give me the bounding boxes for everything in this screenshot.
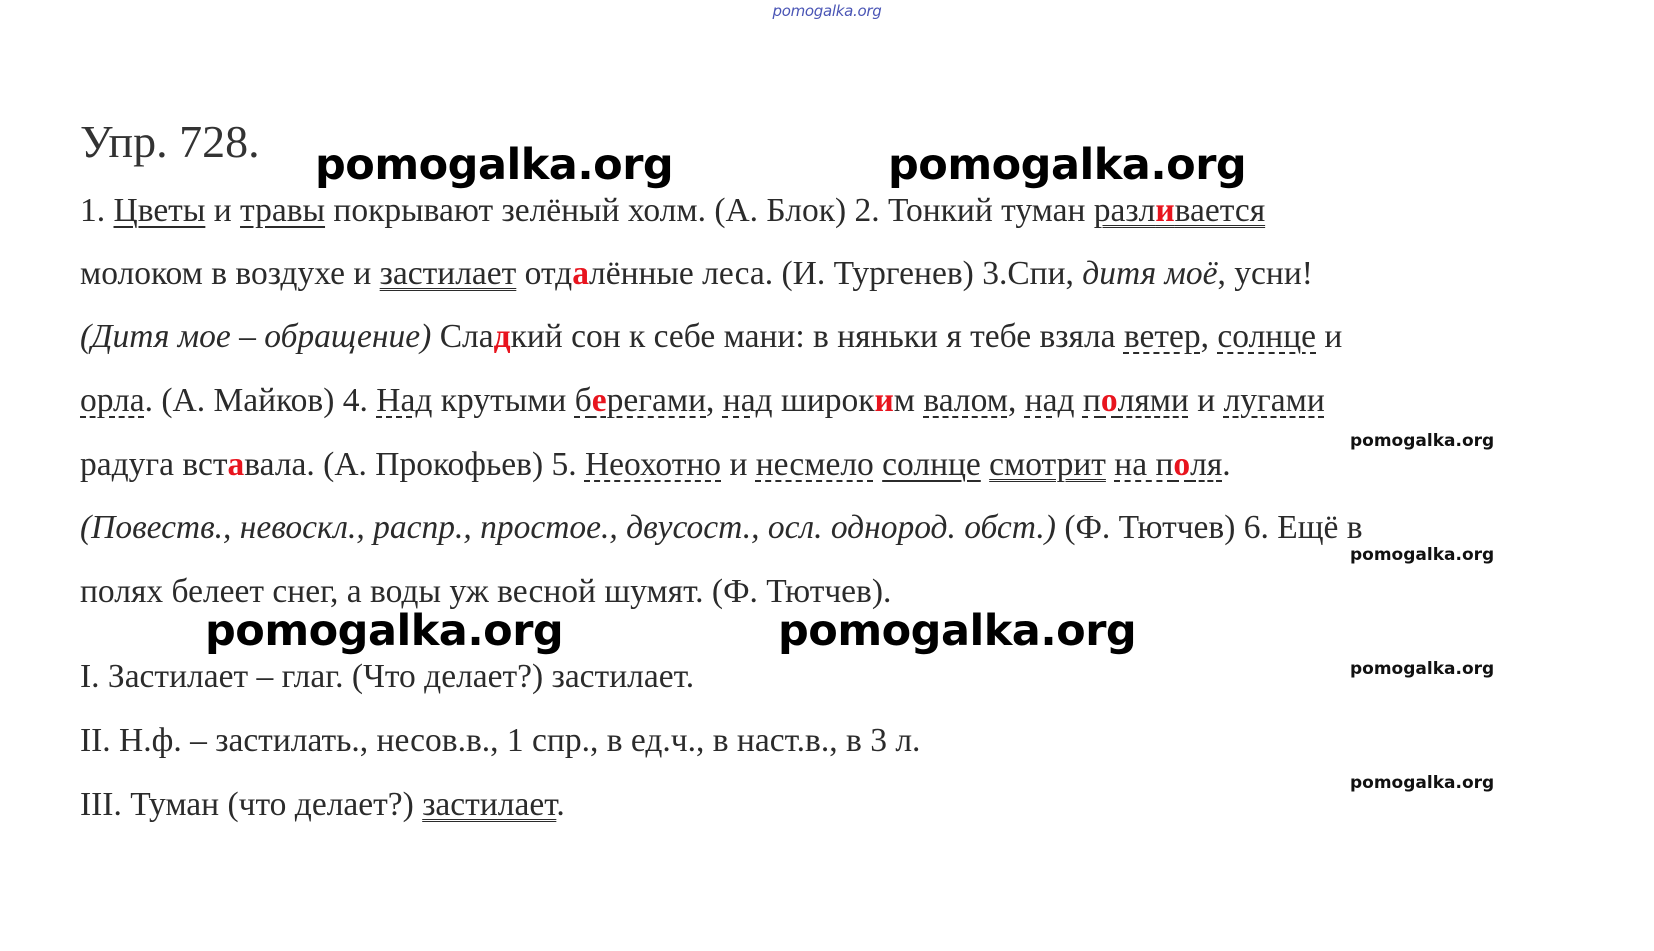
highlighted-letter: е xyxy=(591,382,607,419)
text-fragment: широк xyxy=(772,382,875,419)
exercise-title: Упр. 728. xyxy=(80,116,260,167)
text-fragment: 1. xyxy=(80,192,114,229)
address-phrase: дитя моё xyxy=(1082,255,1218,292)
text-fragment: лями xyxy=(1117,382,1189,419)
text-fragment: разл xyxy=(1093,192,1156,229)
adverbial-word: над xyxy=(722,382,773,419)
predicate-word: смотрит xyxy=(989,446,1106,483)
watermark-small: pomogalka.org xyxy=(1350,545,1495,565)
adverbial-word: Над xyxy=(376,382,433,419)
text-fragment xyxy=(874,446,882,483)
text-fragment: и xyxy=(1188,382,1224,419)
text-line-8 xyxy=(80,658,694,696)
text-fragment: ля xyxy=(1190,446,1223,483)
highlighted-letter: а xyxy=(227,446,245,483)
highlighted-letter: о xyxy=(1100,382,1118,419)
watermark: pomogalka.org xyxy=(205,606,564,656)
text-fragment: вается xyxy=(1174,192,1266,229)
annotation: (Повеств., невоскл., распр., простое., двусост., осл. однород. обст.) xyxy=(80,509,1056,546)
highlighted-letter: и xyxy=(1155,192,1175,229)
adverbial-word: над xyxy=(1024,382,1075,419)
text-fragment: I. Застилает – глаг. (Что делает?) застилает. xyxy=(80,658,695,695)
text-fragment: п xyxy=(1082,382,1101,419)
text-line-5 xyxy=(80,446,1231,484)
predicate-word xyxy=(1094,192,1265,229)
text-line-4 xyxy=(80,382,1325,420)
text-fragment: и xyxy=(721,446,756,483)
text-fragment: II. Н.ф. – застилать., несов.в., 1 спр., в ед.ч., в наст.в., в 3 л. xyxy=(80,722,921,759)
text-fragment: . (А. Майков) 4. xyxy=(144,382,377,419)
highlighted-letter: о xyxy=(1173,446,1191,483)
text-fragment: и xyxy=(205,192,241,229)
text-fragment: кий сон к себе мани: в няньки я тебе взяла xyxy=(510,318,1124,355)
text-line-7 xyxy=(80,573,891,611)
object-word: орла xyxy=(80,382,145,419)
text-line-6 xyxy=(80,509,1363,547)
text-fragment: , усни! xyxy=(1217,255,1313,292)
text-line-2 xyxy=(80,255,1313,293)
watermark-small: pomogalka.org xyxy=(1350,431,1495,451)
text-fragment: III. Туман (что делает?) xyxy=(80,786,423,823)
adverbial-word xyxy=(1083,382,1189,419)
object-word: ветер xyxy=(1123,318,1201,355)
text-line-1 xyxy=(80,192,1265,230)
annotation: (Дитя мое – обращение) xyxy=(80,318,432,355)
subject-word: солнце xyxy=(882,446,981,483)
highlighted-letter: и xyxy=(874,382,894,419)
watermark: pomogalka.org xyxy=(315,140,674,190)
subject-word: Цветы xyxy=(113,192,206,229)
text-fragment: полях белеет снег, а воды уж весной шумят. (Ф. Тютчев). xyxy=(80,573,892,610)
text-fragment: . xyxy=(1222,446,1231,483)
highlighted-letter: д xyxy=(493,318,511,355)
text-line-10 xyxy=(80,786,565,824)
text-fragment: , xyxy=(1007,382,1025,419)
text-fragment xyxy=(1075,382,1083,419)
subject-word: травы xyxy=(240,192,326,229)
text-fragment: (Ф. Тютчев) 6. Ещё в xyxy=(1055,509,1363,546)
text-line-3 xyxy=(80,318,1342,356)
text-line-9 xyxy=(80,722,920,760)
text-fragment: б xyxy=(574,382,592,419)
text-fragment: м xyxy=(893,382,924,419)
predicate-word: застилает xyxy=(379,255,517,292)
text-fragment: вала. (А. Прокофьев) 5. xyxy=(244,446,585,483)
text-fragment: регами xyxy=(606,382,707,419)
highlighted-letter: а xyxy=(572,255,589,292)
text-fragment xyxy=(981,446,989,483)
text-fragment: покрывают зелёный холм. (А. Блок) 2. Тонкий туман xyxy=(325,192,1094,229)
text-fragment: Сла xyxy=(431,318,494,355)
text-fragment: крутыми xyxy=(432,382,575,419)
watermark: pomogalka.org xyxy=(778,606,1137,656)
watermark-small: pomogalka.org xyxy=(1350,659,1495,679)
adverbial-word: Неохотно xyxy=(584,446,722,483)
watermark: pomogalka.org xyxy=(888,140,1247,190)
text-fragment: молоком в воздухе и xyxy=(80,255,380,292)
text-fragment: и xyxy=(1316,318,1343,355)
adverbial-word: лугами xyxy=(1223,382,1325,419)
predicate-word: застилает xyxy=(422,786,557,823)
text-fragment: лённые леса. (И. Тургенев) 3.Спи, xyxy=(588,255,1083,292)
adverbial-word: валом xyxy=(923,382,1008,419)
watermark-small: pomogalka.org xyxy=(1350,773,1495,793)
text-fragment: на п xyxy=(1114,446,1174,483)
text-fragment: , xyxy=(706,382,723,419)
adverbial-word: несмело xyxy=(755,446,874,483)
adverbial-word xyxy=(1114,446,1222,483)
adverbial-word xyxy=(575,382,706,419)
text-fragment: , xyxy=(1200,318,1218,355)
site-header-link[interactable]: pomogalka.org xyxy=(772,2,882,20)
text-fragment: . xyxy=(556,786,565,823)
text-fragment: радуга вст xyxy=(80,446,228,483)
text-fragment: отд xyxy=(516,255,573,292)
object-word: солнце xyxy=(1217,318,1317,355)
